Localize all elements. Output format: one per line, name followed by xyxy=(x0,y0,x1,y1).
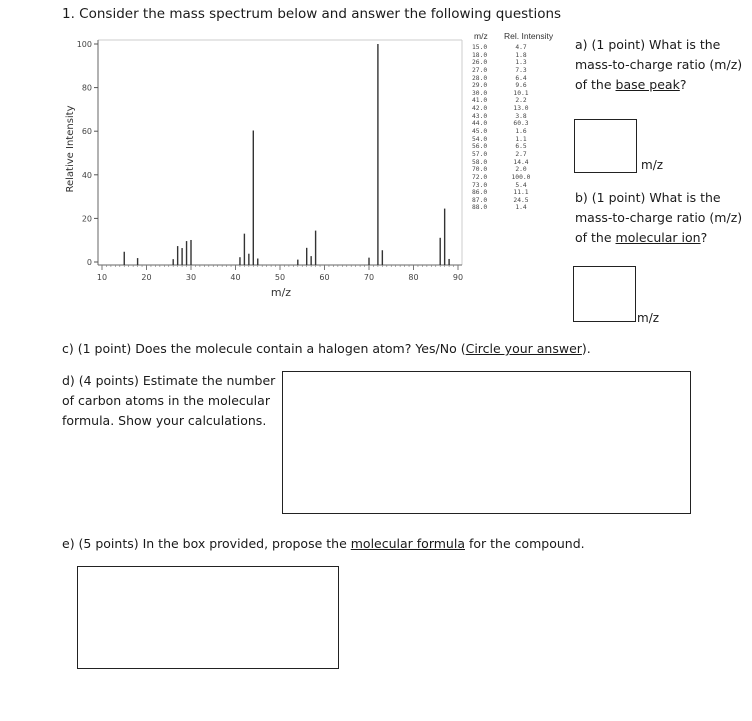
peak-intensity-cell: 1.4 xyxy=(515,204,527,212)
x-tick-label: 80 xyxy=(408,273,419,282)
peak-table-row xyxy=(468,151,568,159)
peak-mz-cell: 58.0 xyxy=(472,158,488,166)
x-tick-label: 70 xyxy=(363,273,375,282)
peak-intensity-cell: 4.7 xyxy=(515,44,527,51)
peak-table-row xyxy=(468,189,568,197)
peak-table-row xyxy=(468,67,568,75)
x-tick-label: 50 xyxy=(274,273,286,282)
peak-table-row xyxy=(468,182,568,190)
peak-table-row xyxy=(468,105,568,113)
peak-intensity-cell: 6.4 xyxy=(515,74,527,82)
peak-mz-cell: 42.0 xyxy=(472,105,488,113)
peak-intensity-cell: 10.1 xyxy=(513,89,529,97)
peak-table-row xyxy=(468,82,568,90)
peak-intensity-cell: 13.0 xyxy=(513,105,529,113)
answer-box-a[interactable] xyxy=(574,119,637,173)
x-tick-label: 10 xyxy=(96,273,108,282)
question-e-text: e) (5 points) In the box provided, propose the xyxy=(62,536,351,551)
molecular-ion-term: molecular ion xyxy=(615,230,701,245)
peak-mz-cell: 30.0 xyxy=(472,89,488,97)
question-a-suffix: ? xyxy=(679,77,687,92)
peak-table-row xyxy=(468,75,568,83)
peak-table-row xyxy=(468,166,568,174)
peak-intensity-cell: 1.1 xyxy=(515,135,527,143)
peak-table-row xyxy=(468,174,568,182)
x-tick-label: 30 xyxy=(185,273,197,282)
question-a-text: a) (1 point) What is the mass-to-charge ratio (m/z) of the xyxy=(575,37,743,92)
peak-table-row xyxy=(468,52,568,60)
answer-box-e[interactable] xyxy=(77,566,339,669)
peak-mz-cell: 18.0 xyxy=(472,51,488,59)
peak-intensity-cell: 2.7 xyxy=(515,150,527,158)
chart-ticks xyxy=(77,40,463,282)
peak-mz-cell: 54.0 xyxy=(472,135,488,143)
question-c-open: ( xyxy=(460,341,466,356)
y-tick-label: 60 xyxy=(81,127,92,137)
mass-spectrum-chart xyxy=(0,0,470,310)
peak-table-row xyxy=(468,204,568,212)
peak-mz-cell: 44.0 xyxy=(472,120,488,128)
peak-mz-cell: 72.0 xyxy=(472,173,488,181)
question-c-close: ). xyxy=(581,341,591,356)
question-b-text: b) (1 point) What is the mass-to-charge ratio (m/z) of the xyxy=(575,190,743,245)
peak-intensity-cell: 24.5 xyxy=(513,196,529,204)
peak-table-mz-header: m/z xyxy=(474,31,488,41)
peak-intensity-cell: 5.4 xyxy=(515,181,527,189)
peak-mz-cell: 43.0 xyxy=(472,112,488,120)
peak-intensity-cell: 7.3 xyxy=(515,66,527,74)
y-tick-label: 0 xyxy=(86,258,92,267)
peak-intensity-cell: 11.1 xyxy=(513,189,529,197)
peak-table xyxy=(468,31,568,212)
y-tick-label: 40 xyxy=(81,170,92,180)
peak-intensity-cell: 1.3 xyxy=(515,59,527,67)
peak-table-row xyxy=(468,97,568,105)
chart-peaks xyxy=(124,44,449,265)
y-tick-label: 100 xyxy=(76,40,92,49)
question-heading: 1. Consider the mass spectrum below and answer the following questions xyxy=(62,6,562,22)
peak-intensity-cell: 3.8 xyxy=(515,112,527,120)
base-peak-term: base peak xyxy=(615,77,680,92)
x-tick-label: 40 xyxy=(230,273,241,282)
peak-intensity-cell: 1.8 xyxy=(515,51,527,59)
peak-mz-cell: 88.0 xyxy=(472,204,488,212)
peak-table-row xyxy=(468,143,568,151)
y-tick-label: 80 xyxy=(81,83,92,93)
peak-intensity-cell: 2.2 xyxy=(515,97,527,105)
x-tick-label: 90 xyxy=(452,273,464,282)
peak-intensity-cell: 14.4 xyxy=(513,158,529,166)
peak-table-row xyxy=(468,197,568,205)
question-d: d) (4 points) Estimate the number of carbon atoms in the molecular formula. Show your calculations. xyxy=(62,373,276,428)
peak-intensity-cell: 9.6 xyxy=(515,82,527,90)
peak-mz-cell: 70.0 xyxy=(472,166,488,174)
x-axis-label: m/z xyxy=(270,286,292,299)
question-b xyxy=(575,188,745,248)
peak-table-row xyxy=(468,44,568,52)
answer-box-b[interactable] xyxy=(573,266,636,322)
x-tick-label: 20 xyxy=(141,273,152,282)
peak-table-row xyxy=(468,120,568,128)
answer-b-unit: m/z xyxy=(637,311,660,325)
peak-mz-cell: 57.0 xyxy=(472,150,488,158)
peak-table-header xyxy=(468,31,568,44)
peak-mz-cell: 28.0 xyxy=(472,74,488,82)
circle-answer-instruction: Circle your answer xyxy=(465,341,582,356)
x-tick-label: 60 xyxy=(319,273,330,282)
peak-mz-cell: 27.0 xyxy=(472,66,488,74)
question-c xyxy=(62,341,591,356)
peak-table-body xyxy=(468,44,568,212)
peak-table-intensity-header: Rel. Intensity xyxy=(504,31,554,41)
peak-table-row xyxy=(468,136,568,144)
peak-mz-cell: 15.0 xyxy=(472,44,488,51)
peak-table-row xyxy=(468,59,568,67)
peak-table-row xyxy=(468,90,568,98)
question-a xyxy=(575,35,745,95)
peak-mz-cell: 29.0 xyxy=(472,82,488,90)
question-e-suffix: for the compound. xyxy=(464,536,585,551)
peak-table-row xyxy=(468,128,568,136)
peak-intensity-cell: 2.0 xyxy=(515,166,527,174)
chart-axes xyxy=(98,40,462,265)
peak-table-row xyxy=(468,159,568,167)
peak-mz-cell: 56.0 xyxy=(472,143,488,151)
question-c-text: c) (1 point) Does the molecule contain a halogen atom? Yes/No xyxy=(62,341,461,356)
answer-a-unit: m/z xyxy=(641,158,664,172)
peak-mz-cell: 26.0 xyxy=(472,59,488,67)
y-tick-label: 20 xyxy=(81,214,92,224)
peak-intensity-cell: 1.6 xyxy=(515,128,527,136)
question-e xyxy=(62,536,585,551)
peak-mz-cell: 45.0 xyxy=(472,128,488,136)
peak-intensity-cell: 100.0 xyxy=(511,173,531,181)
peak-intensity-cell: 6.5 xyxy=(515,143,527,151)
peak-intensity-cell: 60.3 xyxy=(513,120,529,128)
question-b-suffix: ? xyxy=(700,230,708,245)
peak-mz-cell: 73.0 xyxy=(472,181,488,189)
peak-mz-cell: 87.0 xyxy=(472,196,488,204)
y-axis-label: Relative Intensity xyxy=(65,105,76,193)
molecular-formula-term: molecular formula xyxy=(350,536,465,551)
peak-table-row xyxy=(468,113,568,121)
peak-mz-cell: 86.0 xyxy=(472,189,488,197)
peak-mz-cell: 41.0 xyxy=(472,97,488,105)
answer-box-d[interactable] xyxy=(282,371,691,514)
